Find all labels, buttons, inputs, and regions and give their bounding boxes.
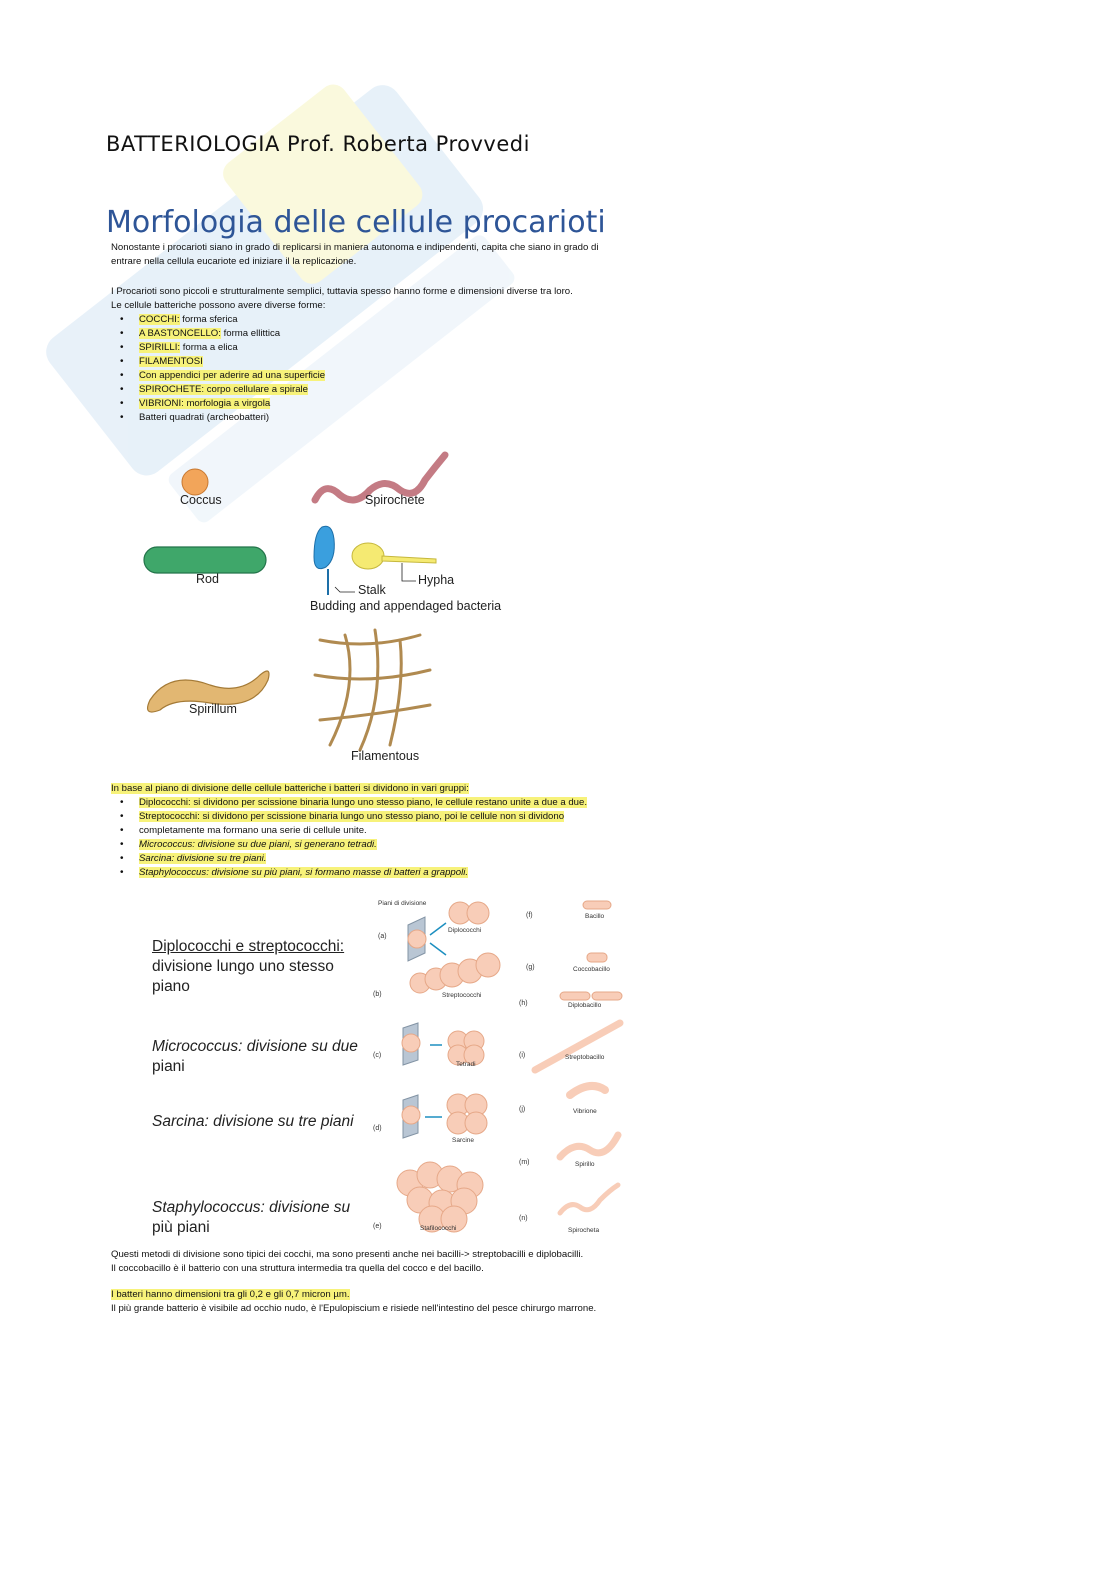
list-item: • SPIRILLI: forma a elica [111,341,511,355]
text-line: Questi metodi di divisione sono tipici dei cocchi, ma sono presenti anche nei bacilli-> streptobacilli e diplobacilli. [111,1249,584,1260]
list-item: • Sarcina: divisione su tre piani. [111,852,651,866]
streptobacillo-label: Streptobacillo [565,1054,605,1061]
list-item: • VIBRIONI: morfologia a virgola [111,397,511,411]
intro-line: Le cellule batteriche possono avere diverse forme: [111,300,326,311]
letter-i: (i) [519,1052,526,1059]
filamentous-shape [315,630,430,750]
caption-micrococcus: Micrococcus: divisione su due piani [152,1038,358,1075]
division-list [111,796,651,880]
letter-b: (b) [373,991,382,998]
cell-dividing [408,930,426,948]
methods-paragraph [111,1248,583,1276]
hyphal-bacterium-shape [352,543,384,569]
spirillo-label: Spirillo [575,1161,595,1168]
letter-f: (f) [526,912,533,919]
list-item: • Micrococcus: divisione su due piani, si generano tetradi. [111,838,651,852]
coccobacillo-label: Coccobacillo [573,966,610,973]
intro-line: I Procarioti sono piccoli e strutturalmente semplici, tuttavia spesso hanno forme e dimensioni diverse tra loro. [111,286,573,297]
hypha-label: Hypha [418,573,455,587]
letter-d: (d) [373,1125,382,1132]
intro-line: entrare nella cellula eucariote ed iniziare il la replicazione. [111,256,357,267]
piani-label: Piani di divisione [378,900,427,907]
stafilococchi-label: Stafilococchi [420,1225,457,1232]
letter-a: (a) [378,933,387,940]
list-item: • COCCHI: forma sferica [111,313,511,327]
rod-label: Rod [196,572,219,586]
letter-h: (h) [519,1000,528,1007]
list-item: • Staphylococcus: divisione su più piani, si formano masse di batteri a grappoli. [111,866,651,880]
text-line: I batteri hanno dimensioni tra gli 0,2 e gli 0,7 micron µm. [111,1289,350,1300]
letter-e: (e) [373,1223,382,1230]
list-item: • Con appendici per aderire ad una superficie [111,369,511,383]
budding-label: Budding and appendaged bacteria [310,599,502,613]
letter-m: (m) [519,1159,530,1166]
list-item: • Batteri quadrati (archeobatteri) [111,411,511,425]
caption-diplococchi: Diplococchi e streptococchi: divisione lungo uno stesso piano [152,938,345,995]
caption-sarcina: Sarcina: divisione su tre piani [152,1113,354,1130]
streptococchi-label: Streptococchi [442,992,482,999]
list-item: • SPIROCHETE: corpo cellulare a spirale [111,383,511,397]
list-item: • A BASTONCELLO: forma ellittica [111,327,511,341]
list-item: • FILAMENTOSI [111,355,511,369]
coccus-label: Coccus [180,493,222,507]
vibrione-label: Vibrione [573,1108,597,1115]
intro-paragraph [111,241,598,269]
spirocheta-label: Spirocheta [568,1227,600,1234]
intro-line: Nonostante i procarioti siano in grado di replicarsi in maniera autonoma e indipendenti, capita che siano in grado di [111,242,599,253]
sarcine-label: Sarcine [452,1137,475,1144]
course-title: BATTERIOLOGIA Prof. Roberta Provvedi [106,132,530,156]
caption-staphylococcus: Staphylococcus: divisione su più piani [152,1199,351,1236]
spirochete-label: Spirochete [365,493,425,507]
size-paragraph [111,1288,596,1316]
division-intro: In base al piano di divisione delle cellule batteriche i batteri si dividono in vari gruppi: [111,783,469,794]
coccus-shape [182,469,208,495]
list-item: • Diplococchi: si dividono per scissione binaria lungo uno stesso piano, le cellule restano unite a due a due. [111,796,651,810]
page-title: Morfologia delle cellule procarioti [106,205,606,240]
filamentous-label: Filamentous [351,749,420,763]
list-item: • completamente ma formano una serie di cellule unite. [111,824,651,838]
division-planes-figure [140,895,640,1240]
text-line: Il più grande batterio è visibile ad occhio nudo, è l'Epulopiscium e risiede nell'intestino del pesce chirurgo marrone. [111,1303,597,1314]
spirillum-label: Spirillum [189,702,237,716]
letter-c: (c) [373,1052,382,1059]
stalk-label: Stalk [358,583,386,597]
rod-shape [144,547,266,573]
diplococchi-label: Diplococchi [448,927,482,934]
letter-j: (j) [519,1106,526,1113]
list-item: • Streptococchi: si dividono per scissione binaria lungo uno stesso piano, poi le cellule non si dividono [111,810,651,824]
forms-paragraph [111,285,573,313]
shapes-list [111,313,511,425]
bacillo-label: Bacillo [585,913,605,920]
letter-n: (n) [519,1215,528,1222]
text-line: Il coccobacillo è il batterio con una struttura intermedia tra quella del cocco e del bacillo. [111,1263,484,1274]
diplobacillo-label: Diplobacillo [568,1002,602,1009]
tetradi-label: Tetradi [456,1061,476,1068]
stalked-bacterium-shape [314,526,334,568]
letter-g: (g) [526,964,535,971]
bacteria-shapes-figure [130,435,550,775]
